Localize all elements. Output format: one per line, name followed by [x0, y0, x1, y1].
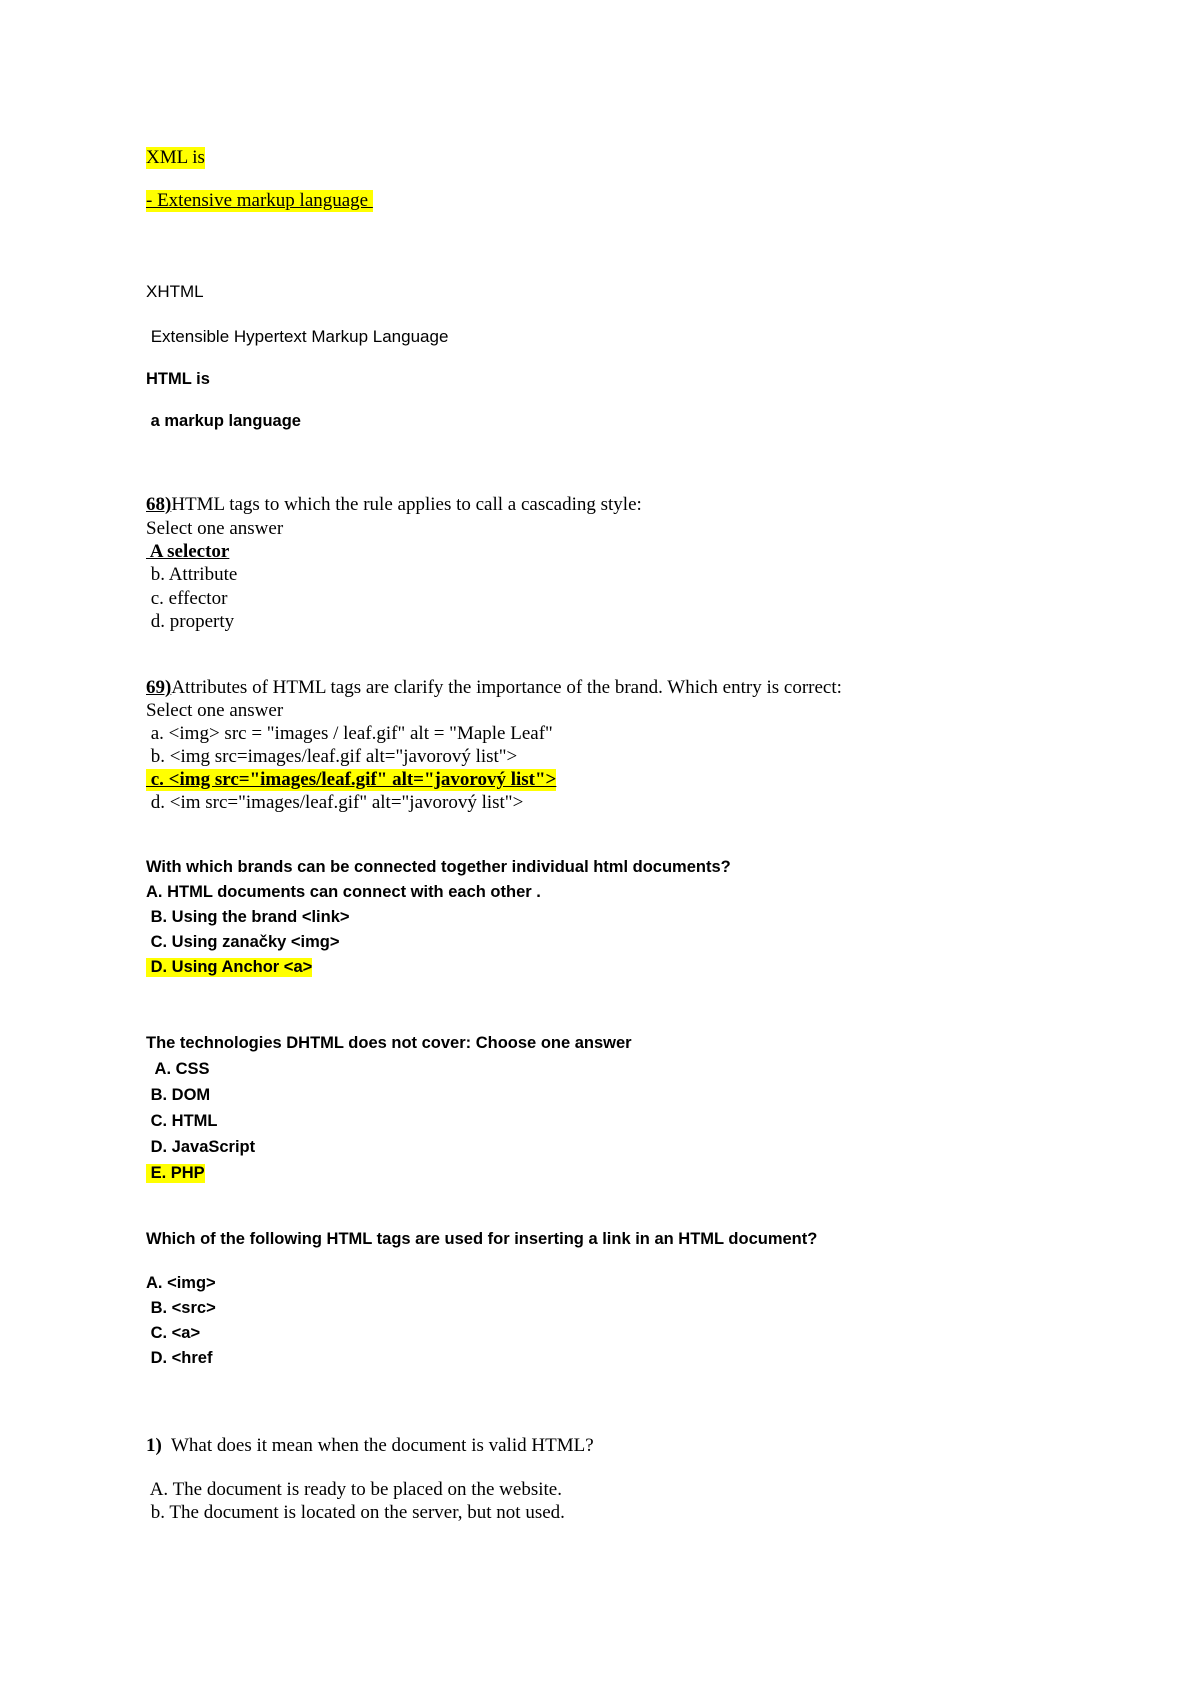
brands-option-b: B. Using the brand <link> — [146, 908, 350, 926]
xhtml-answer: Extensible Hypertext Markup Language — [146, 327, 449, 346]
q69-option-b: b. <img src=images/leaf.gif alt="javorový list"> — [146, 746, 518, 767]
brands-question: With which brands can be connected together individual html documents? — [146, 858, 731, 876]
brands-option-a: A. HTML documents can connect with each other . — [146, 883, 541, 901]
q68-number: 68) — [146, 494, 172, 515]
link-option-d: D. <href — [146, 1349, 213, 1367]
link-question: Which of the following HTML tags are used for inserting a link in an HTML document? — [146, 1230, 818, 1248]
q1-number: 1) — [146, 1435, 162, 1456]
q68-option-c: c. effector — [146, 588, 228, 609]
q1-question — [146, 1435, 594, 1457]
q68-option-d: d. property — [146, 611, 235, 632]
link-option-a: A. <img> — [146, 1274, 216, 1292]
q1-text: What does it mean when the document is valid HTML? — [161, 1435, 594, 1456]
q69-option-d: d. <im src="images/leaf.gif" alt="javorový list"> — [146, 792, 524, 813]
q68-text: HTML tags to which the rule applies to call a cascading style: — [171, 494, 642, 515]
q1-option-a: A. The document is ready to be placed on the website. — [146, 1479, 562, 1500]
q68-option-b: b. Attribute — [146, 564, 238, 585]
q68-question — [146, 494, 642, 516]
q69-text: Attributes of HTML tags are clarify the importance of the brand. Which entry is correct: — [171, 677, 842, 698]
link-option-c: C. <a> — [146, 1324, 201, 1342]
xml-answer: - Extensive markup language — [146, 190, 373, 211]
dhtml-option-e: E. PHP — [146, 1164, 205, 1182]
q69-number: 69) — [146, 677, 172, 698]
xml-heading: XML is — [146, 147, 205, 168]
html-answer: a markup language — [146, 412, 301, 430]
q68-option-a: A selector — [146, 541, 230, 562]
link-option-b: B. <src> — [146, 1299, 216, 1317]
q68-instruction: Select one answer — [146, 518, 284, 539]
brands-option-d: D. Using Anchor <a> — [146, 958, 313, 976]
dhtml-option-b: B. DOM — [146, 1086, 211, 1104]
dhtml-option-d: D. JavaScript — [146, 1138, 256, 1156]
q69-option-c: c. <img src="images/leaf.gif" alt="javorový list"> — [146, 769, 557, 790]
q69-option-a: a. <img> src = "images / leaf.gif" alt = "Maple Leaf" — [146, 723, 553, 744]
dhtml-option-c: C. HTML — [146, 1112, 218, 1130]
xhtml-heading: XHTML — [146, 282, 204, 301]
q1-option-b: b. The document is located on the server, but not used. — [146, 1502, 565, 1523]
q69-instruction: Select one answer — [146, 700, 284, 721]
q69-question — [146, 677, 842, 699]
brands-option-c: C. Using zanačky <img> — [146, 933, 340, 951]
dhtml-option-a: A. CSS — [146, 1060, 210, 1078]
dhtml-question: The technologies DHTML does not cover: Choose one answer — [146, 1034, 632, 1052]
html-heading: HTML is — [146, 370, 210, 388]
